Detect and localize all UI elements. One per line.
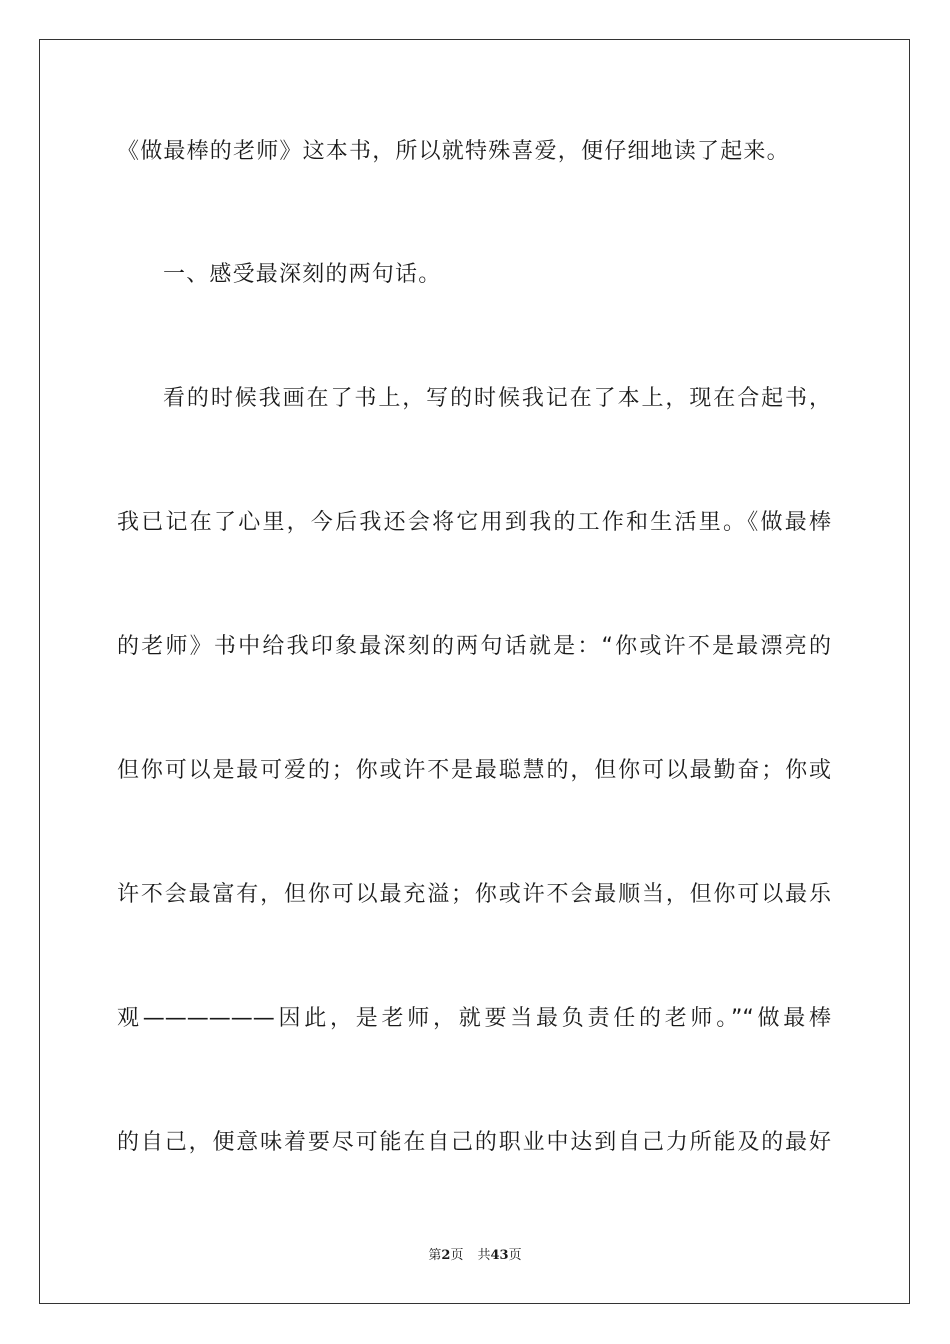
footer-total-prefix: 共 xyxy=(477,1248,491,1263)
footer-total-suffix: 页 xyxy=(508,1248,522,1263)
footer-page-number: 2 xyxy=(441,1248,451,1263)
text-line-7: 许不会最富有，但你可以最充溢；你或许不会最顺当，但你可以最乐 xyxy=(117,882,831,907)
text-line-4: 我已记在了心里，今后我还会将它用到我的工作和生活里。《做最棒 xyxy=(117,510,831,535)
text-line-1: 《做最棒的老师》这本书，所以就特殊喜爱，便仔细地读了起来。 xyxy=(117,139,790,164)
footer-page-suffix: 页 xyxy=(450,1248,464,1263)
footer-total-pages: 43 xyxy=(490,1248,509,1263)
page-footer xyxy=(0,1247,950,1265)
footer-page-prefix: 第 xyxy=(428,1248,442,1263)
text-line-8: 观——————因此，是老师，就要当最负责任的老师。”“做最棒 xyxy=(117,1006,831,1031)
page-border xyxy=(39,39,910,1304)
section-heading: 一、感受最深刻的两句话。 xyxy=(163,262,442,287)
text-line-9: 的自己，便意味着要尽可能在自己的职业中达到自己力所能及的最好 xyxy=(117,1130,831,1155)
text-line-6: 但你可以是最可爱的；你或许不是最聪慧的，但你可以最勤奋；你或 xyxy=(117,758,831,783)
text-line-5: 的老师》书中给我印象最深刻的两句话就是：“你或许不是最漂亮的 xyxy=(117,634,831,659)
text-line-3: 看的时候我画在了书上，写的时候我记在了本上，现在合起书， xyxy=(163,386,831,411)
